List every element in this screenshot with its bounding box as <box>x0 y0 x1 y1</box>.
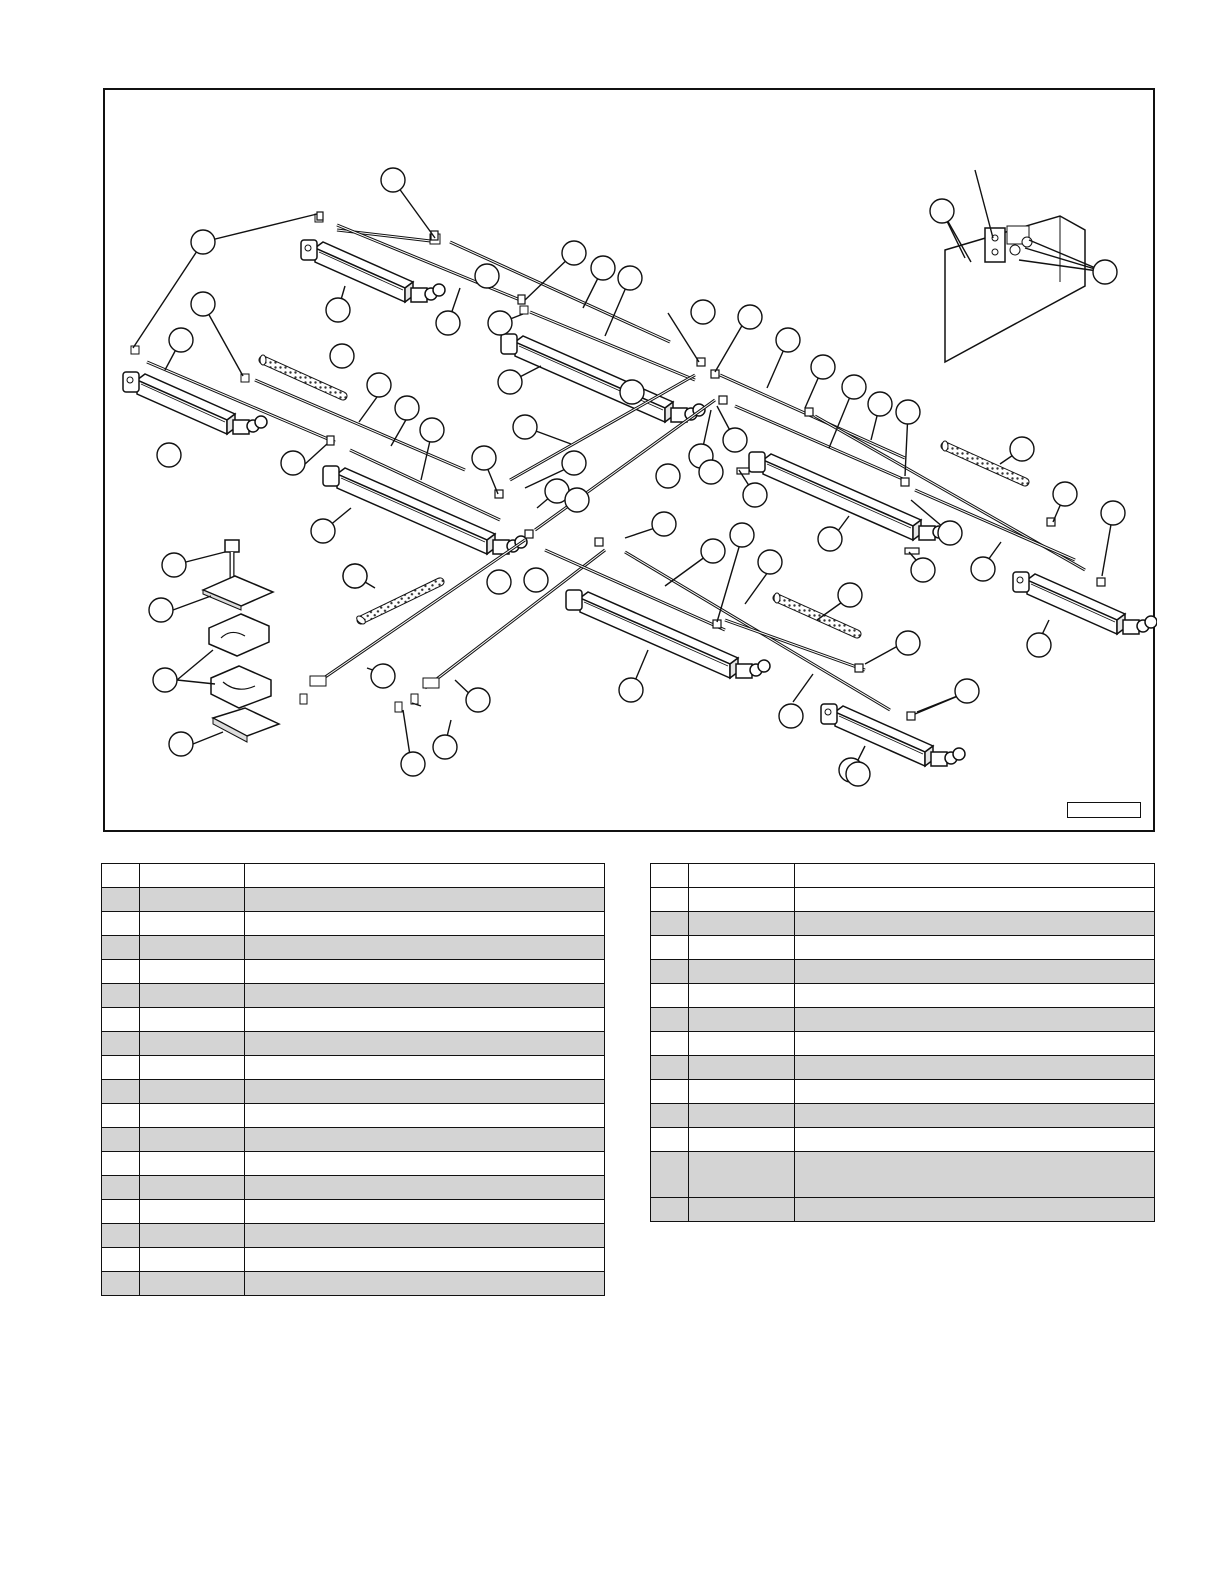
item-number-cell <box>102 888 140 912</box>
table-row <box>651 1198 1155 1222</box>
description-cell <box>795 1056 1155 1080</box>
table-row <box>651 1032 1155 1056</box>
clamp-assembly <box>203 540 279 742</box>
table-row <box>102 1080 605 1104</box>
item-number-cell <box>102 1080 140 1104</box>
table-row <box>651 1080 1155 1104</box>
table-row <box>651 936 1155 960</box>
description-cell <box>795 1008 1155 1032</box>
description-cell <box>245 1248 605 1272</box>
table-row <box>651 1104 1155 1128</box>
item-number-cell <box>102 1248 140 1272</box>
description-cell <box>245 1056 605 1080</box>
table-row <box>102 1128 605 1152</box>
part-number-cell <box>140 864 245 888</box>
description-cell <box>795 888 1155 912</box>
table-row <box>102 1152 605 1176</box>
table-row <box>651 1056 1155 1080</box>
table-row <box>102 864 605 888</box>
table-row <box>651 1128 1155 1152</box>
table-row <box>102 960 605 984</box>
part-number-cell <box>140 1248 245 1272</box>
part-number-cell <box>689 1032 795 1056</box>
part-number-cell <box>140 1056 245 1080</box>
item-number-cell <box>651 936 689 960</box>
item-number-cell <box>102 960 140 984</box>
description-cell <box>245 1152 605 1176</box>
part-number-cell <box>689 1056 795 1080</box>
description-cell <box>245 984 605 1008</box>
part-number-cell <box>140 1104 245 1128</box>
part-number-cell <box>140 912 245 936</box>
item-number-cell <box>102 1056 140 1080</box>
description-cell <box>245 960 605 984</box>
table-row <box>651 984 1155 1008</box>
part-number-cell <box>140 1152 245 1176</box>
table-row <box>102 888 605 912</box>
part-number-cell <box>140 1200 245 1224</box>
item-number-cell <box>651 1128 689 1152</box>
part-number-cell <box>140 1176 245 1200</box>
description-cell <box>795 984 1155 1008</box>
table-row <box>651 912 1155 936</box>
description-cell <box>245 912 605 936</box>
description-cell <box>795 1198 1155 1222</box>
table-row <box>102 936 605 960</box>
item-number-cell <box>651 888 689 912</box>
description-cell <box>245 936 605 960</box>
part-number-cell <box>140 1224 245 1248</box>
part-number-cell <box>689 960 795 984</box>
table-row <box>102 1248 605 1272</box>
description-cell <box>795 936 1155 960</box>
part-number-cell <box>689 912 795 936</box>
description-cell <box>245 1224 605 1248</box>
part-number-cell <box>689 888 795 912</box>
description-cell <box>245 864 605 888</box>
part-number-cell <box>689 1152 795 1198</box>
table-row <box>102 1272 605 1296</box>
description-cell <box>795 912 1155 936</box>
part-number-cell <box>689 1198 795 1222</box>
item-number-cell <box>102 1200 140 1224</box>
description-cell <box>245 1128 605 1152</box>
diagram-drawing <box>105 90 1157 834</box>
part-number-cell <box>689 1008 795 1032</box>
table-row <box>102 1008 605 1032</box>
item-number-cell <box>651 864 689 888</box>
valve-bracket-inset <box>945 216 1085 362</box>
exploded-parts-diagram <box>103 88 1155 832</box>
table-row <box>102 1224 605 1248</box>
table-row <box>651 1152 1155 1198</box>
item-number-cell <box>651 1104 689 1128</box>
part-number-cell <box>689 864 795 888</box>
description-cell <box>795 960 1155 984</box>
part-number-cell <box>140 936 245 960</box>
item-number-cell <box>102 912 140 936</box>
description-cell <box>245 1176 605 1200</box>
description-cell <box>795 1032 1155 1056</box>
item-number-cell <box>102 1128 140 1152</box>
part-number-cell <box>689 1104 795 1128</box>
part-number-cell <box>140 984 245 1008</box>
table-row <box>102 984 605 1008</box>
part-number-cell <box>689 1128 795 1152</box>
item-number-cell <box>651 1056 689 1080</box>
item-number-cell <box>102 1176 140 1200</box>
item-number-cell <box>102 936 140 960</box>
description-cell <box>245 1080 605 1104</box>
description-cell <box>245 1032 605 1056</box>
table-row <box>102 1200 605 1224</box>
part-number-cell <box>140 1008 245 1032</box>
part-number-cell <box>140 1272 245 1296</box>
item-number-cell <box>651 1032 689 1056</box>
description-cell <box>245 1272 605 1296</box>
parts-table-left <box>101 863 605 1296</box>
table-row <box>651 1008 1155 1032</box>
description-cell <box>795 1128 1155 1152</box>
description-cell <box>795 1080 1155 1104</box>
table-row <box>102 1032 605 1056</box>
description-cell <box>245 1104 605 1128</box>
table-row <box>102 1104 605 1128</box>
table-row <box>651 960 1155 984</box>
part-number-cell <box>689 984 795 1008</box>
description-cell <box>795 1152 1155 1198</box>
item-number-cell <box>651 1080 689 1104</box>
item-number-cell <box>102 1224 140 1248</box>
part-number-cell <box>140 1032 245 1056</box>
item-number-cell <box>102 1032 140 1056</box>
part-number-cell <box>140 888 245 912</box>
item-number-cell <box>102 1008 140 1032</box>
item-number-cell <box>651 984 689 1008</box>
figure-id-box <box>1067 802 1141 818</box>
part-number-cell <box>689 1080 795 1104</box>
description-cell <box>795 864 1155 888</box>
item-number-cell <box>102 1104 140 1128</box>
part-number-cell <box>140 1128 245 1152</box>
item-number-cell <box>102 1272 140 1296</box>
parts-table-right <box>650 863 1155 1222</box>
item-number-cell <box>102 864 140 888</box>
description-cell <box>245 1200 605 1224</box>
table-row <box>102 912 605 936</box>
item-number-cell <box>651 960 689 984</box>
part-number-cell <box>140 960 245 984</box>
item-number-cell <box>651 912 689 936</box>
item-number-cell <box>651 1198 689 1222</box>
description-cell <box>245 888 605 912</box>
item-number-cell <box>651 1152 689 1198</box>
part-number-cell <box>140 1080 245 1104</box>
description-cell <box>795 1104 1155 1128</box>
item-number-cell <box>651 1008 689 1032</box>
item-number-cell <box>102 1152 140 1176</box>
description-cell <box>245 1008 605 1032</box>
table-row <box>651 888 1155 912</box>
item-number-cell <box>102 984 140 1008</box>
table-row <box>651 864 1155 888</box>
table-row <box>102 1176 605 1200</box>
part-number-cell <box>689 936 795 960</box>
table-row <box>102 1056 605 1080</box>
